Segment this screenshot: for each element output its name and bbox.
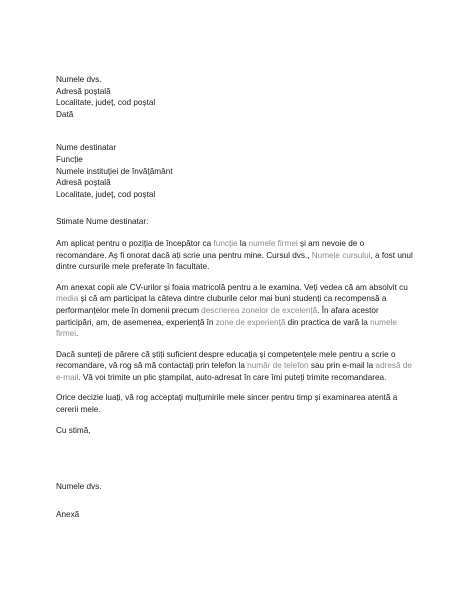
p2-text-5: . xyxy=(76,329,79,339)
p1-text-2: la xyxy=(237,238,249,248)
letter-body xyxy=(56,74,416,520)
signature-name: Numele dvs. xyxy=(56,482,102,492)
sender-name: Numele dvs. xyxy=(56,75,102,84)
recipient-block xyxy=(56,142,416,200)
p2-text-1: Am anexat copii ale CV-urilor și foaia matricolă pentru a le examina. Veți vedea că am absolvit cu xyxy=(56,282,408,292)
paragraph-2 xyxy=(56,282,416,340)
p2-text-4: din practica de vară la xyxy=(285,317,371,327)
recipient-name: Nume destinatar xyxy=(56,143,117,153)
paragraph-1 xyxy=(56,238,416,273)
placeholder-experience-areas: zone de experiență xyxy=(215,317,286,327)
placeholder-gpa: media xyxy=(56,294,79,304)
p3-text-1: Dacă sunteți de părere că știți suficient despre educația și competențele mele pentru a scrie o recomandare, vă rog să mă contactați prin telefon la xyxy=(56,349,396,371)
paragraph-4 xyxy=(56,392,416,415)
placeholder-job-title: funcție xyxy=(213,238,238,248)
placeholder-company-name-2: numele firmei xyxy=(56,317,397,339)
p4-text-1: Orice decizie luați, vă rog acceptați mulțumirile mele sincer pentru timp și examinarea atentă a cererii mele. xyxy=(56,393,398,415)
placeholder-email-address: adresă de e-mail xyxy=(56,361,412,382)
letter-date: Dată xyxy=(56,109,74,119)
recipient-institution: Numele instituției de învățământ xyxy=(56,166,173,176)
recipient-title: Funcție xyxy=(56,154,83,164)
sender-block xyxy=(56,74,416,120)
placeholder-phone-number: număr de telefon xyxy=(247,361,309,371)
recipient-address: Adresă poștală xyxy=(56,178,111,188)
placeholder-company-name: numele firmei xyxy=(248,238,298,248)
p1-text-1: Am aplicat pentru o poziția de începător ca xyxy=(56,238,214,248)
p1-text-4: , a fost unul dintre cursurile mele preferate în facultate. xyxy=(56,250,413,272)
recipient-city: Localitate, județ, cod poștal xyxy=(56,189,156,199)
sender-city: Localitate, județ, cod poștal xyxy=(56,98,156,108)
p3-text-3: . Vă voi trimite un plic ștampilat, auto-adresat în care îmi puteți trimite recomandarea. xyxy=(78,372,387,382)
sender-address: Adresă poștală xyxy=(56,86,111,96)
p1-text-3: și am nevoie de o recomandare. Aș fi onorat dacă ați scrie una pentru mine. Cursul dvs., xyxy=(56,238,365,260)
salutation: Stimate Nume destinatar: xyxy=(56,217,149,227)
p2-text-3: . În afara acestor participări, am, de asemenea, experiență în xyxy=(56,305,379,327)
placeholder-excellence-areas: descrierea zonelor de excelență xyxy=(201,305,318,315)
enclosure-note: Anexă xyxy=(56,509,80,519)
placeholder-course-name: Numele cursului xyxy=(311,250,371,260)
closing: Cu stimă, xyxy=(56,425,91,435)
paragraph-3 xyxy=(56,349,416,384)
p3-text-2: sau prin e-mail la xyxy=(308,361,376,371)
p2-text-2: și că am participat la câteva dintre cluburile celor mai buni studenți ca recompensă a performanțelor mele în domenii precum xyxy=(56,294,387,315)
